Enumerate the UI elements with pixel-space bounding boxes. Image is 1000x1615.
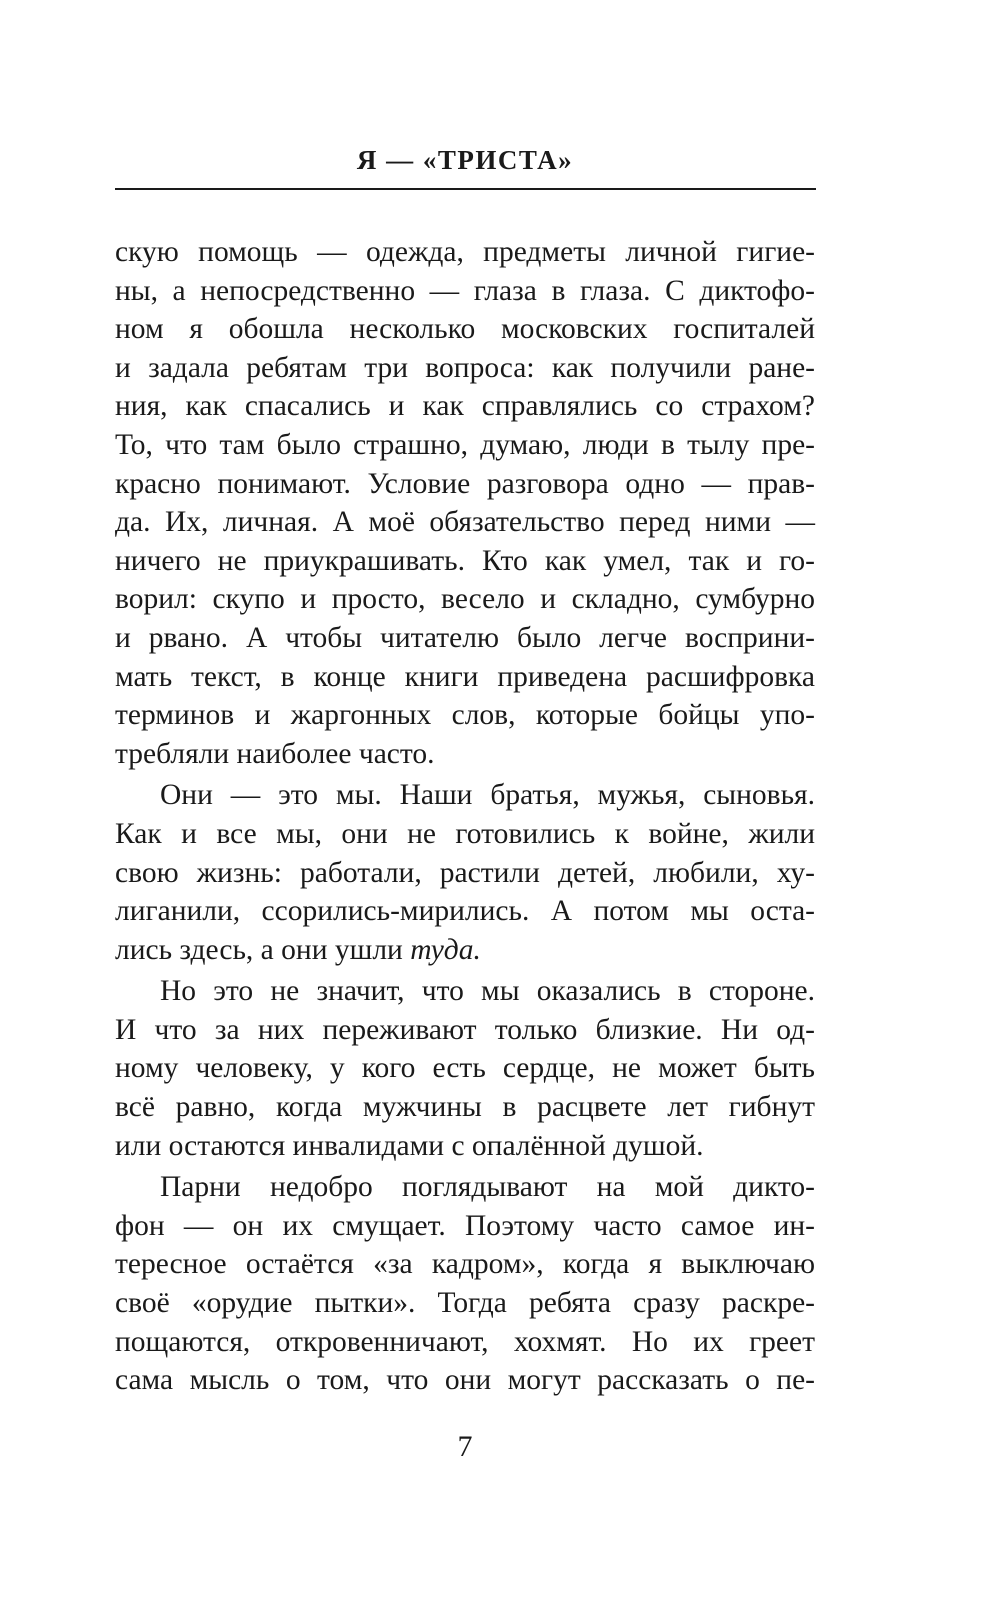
header-rule (115, 188, 816, 190)
text-line: скую помощь — одежда, предметы личной гигие- (115, 236, 815, 268)
text-line: ному человеку, у кого есть сердце, не может быть (115, 1052, 815, 1085)
text-line: терминов и жаргонных слов, которые бойцы упо- (115, 699, 815, 732)
text-line: Они — это мы. Наши братья, мужья, сыновья. (160, 779, 815, 812)
text-line: сама мысль о том, что они могут рассказать о пе- (115, 1364, 815, 1397)
text-line: ворил: скупо и просто, весело и складно, сумбурно (115, 583, 815, 616)
body-text (115, 233, 815, 1400)
text-line: требляли наиболее часто. (115, 737, 435, 770)
italic-emphasis: туда. (410, 933, 481, 966)
text-line: Парни недобро поглядывают на мой дикто- (160, 1171, 815, 1204)
text-line: да. Их, личная. А моё обязательство перед ними — (115, 506, 815, 539)
text-line: Но это не значит, что мы оказались в стороне. (160, 975, 815, 1008)
paragraph-1 (115, 233, 815, 773)
text-line: лиганили, ссорились-мирились. А потом мы оста- (115, 895, 815, 928)
text-line: Как и все мы, они не готовились к войне, жили (115, 817, 815, 850)
text-line: То, что там было страшно, думаю, люди в тылу пре- (115, 428, 815, 461)
paragraph-3 (115, 972, 815, 1165)
paragraph-4 (115, 1168, 815, 1400)
text-line: ния, как спасались и как справлялись со страхом? (115, 390, 815, 423)
text-line: мать текст, в конце книги приведена расшифровка (115, 660, 815, 693)
paragraph-2 (115, 776, 815, 969)
text-line: своё «орудие пытки». Тогда ребята сразу раскре- (115, 1287, 815, 1320)
text-line: пощаются, откровенничают, хохмят. Но их греет (115, 1325, 815, 1358)
text-line: И что за них переживают только близкие. Ни од- (115, 1013, 815, 1046)
text-line: фон — он их смущает. Поэтому часто самое ин- (115, 1209, 815, 1242)
text-run: лись здесь, а они ушли (115, 933, 411, 966)
text-line: ном я обошла несколько московских госпиталей (115, 313, 815, 346)
running-head: Я — «ТРИСТА» (356, 145, 574, 175)
text-line: всё равно, когда мужчины в расцвете лет гибнут (115, 1091, 815, 1124)
text-line: и рвано. А чтобы читателю было легче восприни- (115, 621, 815, 654)
text-line: свою жизнь: работали, растили детей, любили, ху- (115, 856, 815, 889)
text-line: ничего не приукрашивать. Кто как умел, так и го- (115, 544, 815, 577)
text-line: и задала ребятам три вопроса: как получили ране- (115, 351, 815, 384)
page-number: 7 (457, 1430, 473, 1463)
text-line: ны, а непосредственно — глаза в глаза. С диктофо- (115, 274, 815, 307)
text-line: или остаются инвалидами с опалённой душой. (115, 1129, 704, 1162)
text-line: красно понимают. Условие разговора одно — прав- (115, 467, 815, 500)
text-line: тересное остаётся «за кадром», когда я выключаю (115, 1248, 815, 1281)
text-line (115, 931, 815, 970)
